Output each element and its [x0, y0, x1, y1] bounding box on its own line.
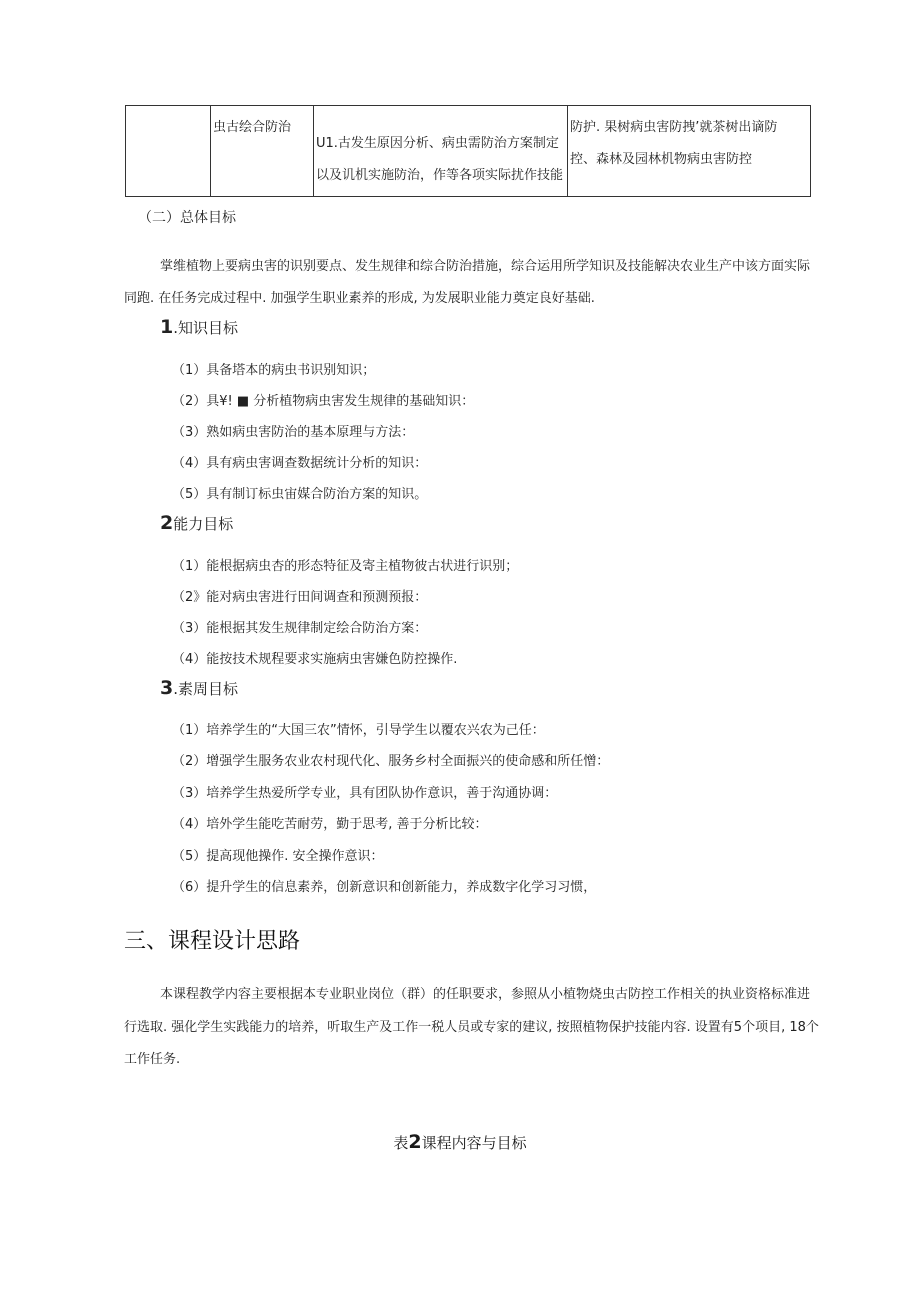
- course-table: [125, 105, 811, 197]
- list-item: （2）增强学生服务农业农村现代化、服务乡村全面振兴的使命感和所任憎：: [172, 754, 610, 769]
- list-item: （4）能按技术规程要求实施病虫害嫌色防控操作.: [172, 652, 458, 667]
- list-item: （5）提高现他操作. 安全操作意识：: [172, 849, 384, 864]
- list-item: （3）培养学生热爱所学专业，具有团队协作意识，善于沟通协调：: [172, 786, 558, 801]
- table-cell-project: 虫古绘合防治: [211, 106, 314, 197]
- list-item: （4）具有病虫害调查数据统计分析的知识：: [172, 456, 428, 471]
- overall-goal-heading: （二）总体目标: [138, 210, 236, 226]
- section-para-line: 行选取. 强化学生实践能力的培养，听取生产及工作一税人员或专家的建议, 按照植物保护技能内容. 设置有5个项目, 18个: [124, 1020, 819, 1035]
- overall-goal-para-line: 掌维植物上要病虫害的识别要点、发生规律和综合防治措施，综合运用所学知识及技能解决农业生产中该方面实际: [160, 259, 811, 274]
- ability-goal-heading: 2能力目标: [160, 512, 234, 534]
- list-item: （1）具备塔本的病虫书识别知识；: [172, 363, 376, 378]
- list-item: （3）熟如病虫害防治的基本原理与方法：: [172, 425, 415, 440]
- section-para-line: 工作任务.: [124, 1052, 181, 1067]
- list-item: （6）提升学生的信息素养，创新意识和创新能力，养成数字化学习习惯，: [172, 880, 597, 895]
- table-cell-empty: [126, 106, 211, 197]
- knowledge-goal-heading: 1.知识目标: [160, 316, 239, 338]
- list-item: （1）培养学生的“大国三农”情怀，引导学生以覆农兴农为己任：: [172, 723, 545, 738]
- list-item: （5）具有制订标虫宙媒合防治方案的知识。: [172, 487, 428, 502]
- table-caption: 表2课程内容与目标: [393, 1131, 527, 1153]
- table-row: [126, 106, 811, 197]
- list-item: （2》能对病虫害进行田间调查和预测预报：: [172, 590, 428, 605]
- table-cell-scope: 防护. 果树病虫害防拽’就茶树出谪防 控、森林及园林机物病虫害防控: [568, 106, 811, 197]
- list-item: （1）能根据病虫杏的形态特征及寄主植物彼古状进行识别；: [172, 559, 519, 574]
- section-para-line: 本课程教学内容主要根据本专业职业岗位（群）的任职要求，参照从小植物烧虫古防控工作相关的执业资格标准进: [160, 987, 811, 1002]
- section-title: 三、课程设计思路: [124, 929, 301, 954]
- overall-goal-para-line: 同跑. 在任务完成过程中. 加强学生职业素养的形成, 为发展职业能力奠定良好基础.: [124, 291, 595, 306]
- table-cell-skills: U1.古发生原因分析、病虫需防治方案制定 以及讥机实施防治，作等各项实际扰作技能: [314, 106, 568, 197]
- quality-goal-heading: 3.素周目标: [160, 677, 239, 699]
- list-item: （2）具¥! ■ 分析植物病虫害发生规律的基础知识：: [172, 394, 475, 409]
- list-item: （3）能根据其发生规律制定绘合防治方案：: [172, 621, 428, 636]
- list-item: （4）培外学生能吃苦耐劳，勤于思考, 善于分析比较：: [172, 817, 488, 832]
